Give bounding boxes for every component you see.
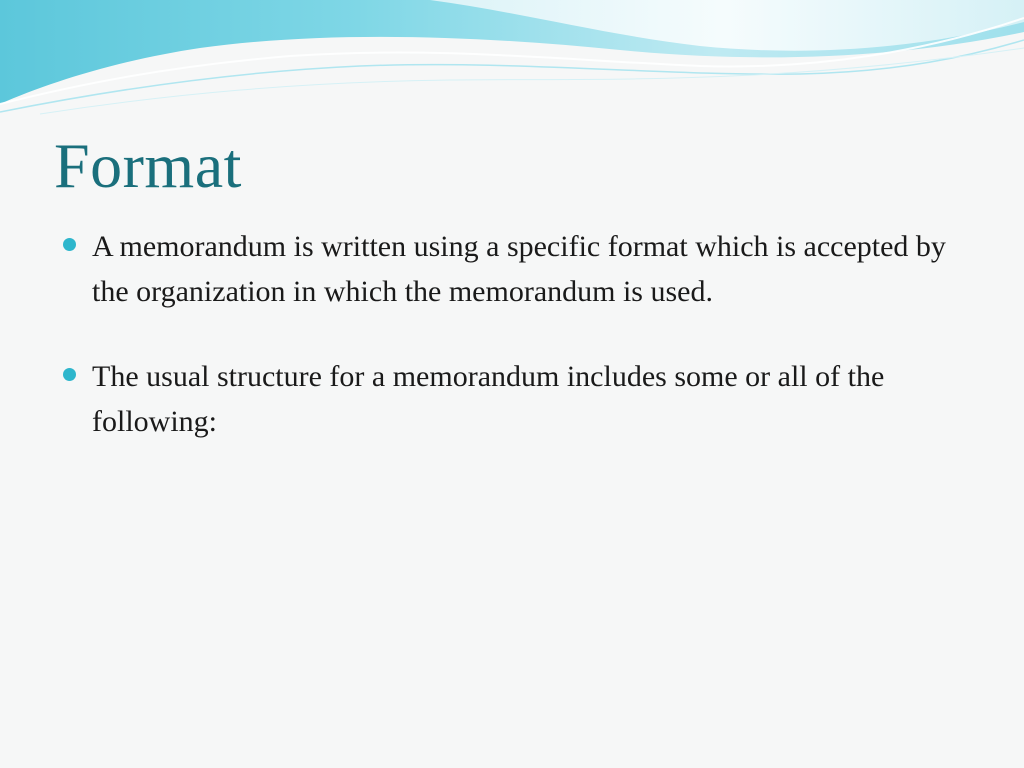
bullet-marker-icon: [63, 368, 76, 381]
header-wave-decoration: [0, 0, 1024, 120]
bullet-item: [62, 224, 962, 314]
bullet-marker-icon: [63, 238, 76, 251]
bullet-item: [62, 354, 962, 444]
slide-title: Format: [54, 130, 242, 201]
bullet-text: A memorandum is written using a specific format which is accepted by the organization in which the memorandum is used.: [92, 230, 946, 308]
bullet-text: The usual structure for a memorandum includes some or all of the following:: [92, 360, 885, 438]
bullet-list: [62, 224, 962, 484]
